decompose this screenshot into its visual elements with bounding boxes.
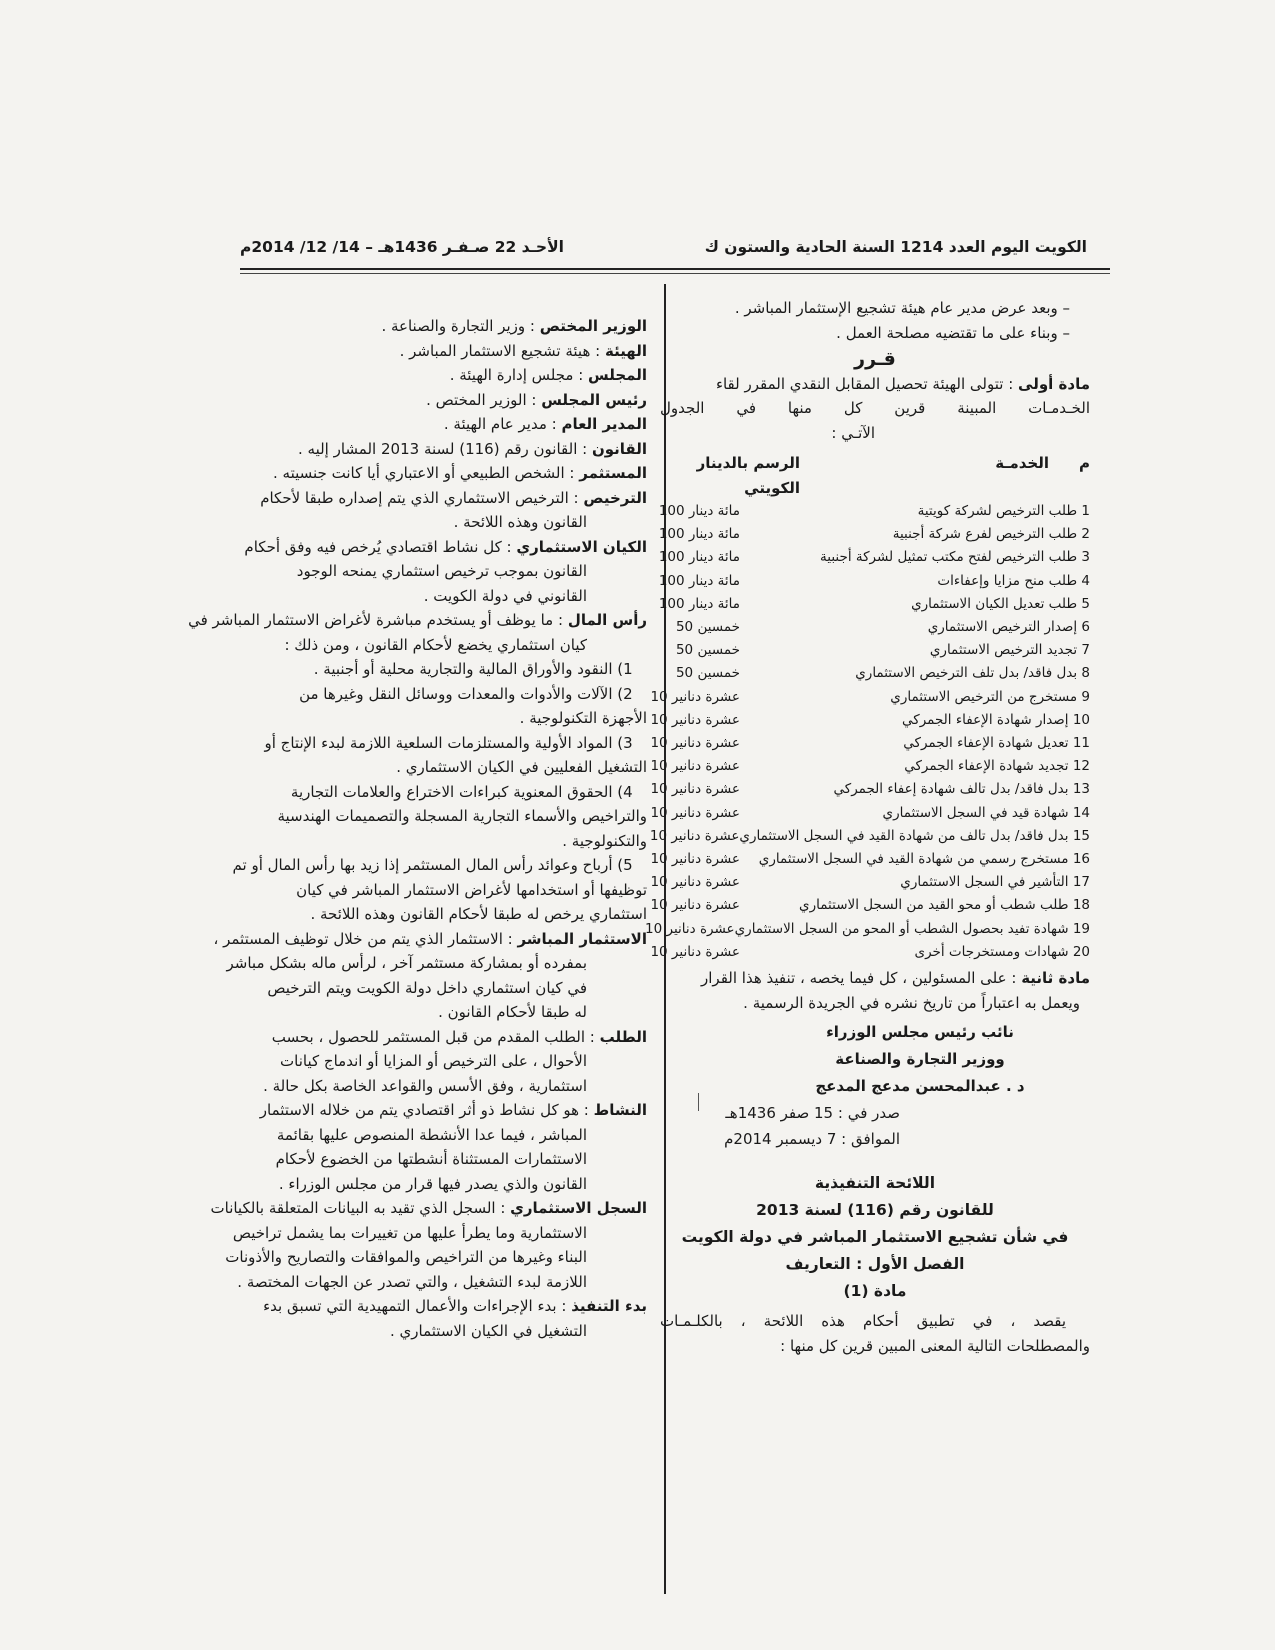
- fee-service: 12 تجديد شهادة الإعفاء الجمركي: [904, 758, 1090, 775]
- fees-header-num: م: [1079, 454, 1090, 472]
- article-1-label: مادة أولى: [1018, 374, 1090, 393]
- definition-line: [247, 363, 647, 388]
- definition-continuation: القانون والذي يصدر فيها قرار من مجلس الوزراء .: [278, 1174, 587, 1193]
- definition-continuation: له طبقا لأحكام القانون .: [438, 1003, 587, 1021]
- definition-term: رأس المال: [567, 611, 647, 629]
- fee-service: 4 طلب منح مزايا وإعفاءات: [937, 572, 1090, 589]
- regulation-title-block: [660, 1170, 1090, 1305]
- definition-continuation: في كيان استثماري داخل دولة الكويت ويتم الترخيص: [267, 978, 587, 997]
- article-text: يقصد ، في تطبيق أحكام هذه اللائحة ، بالكلـمـات: [660, 1312, 1066, 1331]
- chapter-title: الفصل الأول : التعاريف: [785, 1255, 965, 1274]
- fee-service: 10 إصدار شهادة الإعفاء الجمركي: [902, 711, 1090, 728]
- definition-term: السجل الاستثماري: [510, 1199, 647, 1217]
- fees-table-header: [660, 451, 1090, 500]
- definition-line: [247, 388, 647, 413]
- definition-text: : هو كل نشاط ذو أثر اقتصادي يتم من خلاله الاستثمار: [259, 1101, 594, 1119]
- definition-line: [247, 412, 647, 437]
- definition-text: : مدير عام الهيئة .: [443, 415, 562, 433]
- decree-title: قـرر: [854, 348, 896, 370]
- definition-term: بدء التنفيذ: [571, 1297, 647, 1315]
- definition-continuation: المباشر ، فيما عدا الأنشطة المنصوص عليها بقائمة: [276, 1125, 587, 1144]
- capital-item-continuation: التشغيل الفعليين في الكيان الاستثماري .: [396, 758, 647, 776]
- fee-amount: مائة دينار 100: [658, 503, 740, 519]
- definition-text: : الترخيص الاستثماري الذي يتم إصداره طبقا لأحكام: [260, 488, 584, 507]
- page-header-left: الأحـد 22 صـفـر 1436هـ – 14/ 12/ 2014م: [240, 238, 564, 256]
- fee-row: [650, 732, 1090, 755]
- article-text: والمصطلحات التالية المعنى المبين قرين كل منها :: [780, 1336, 1090, 1355]
- fee-service: 13 بدل فاقد/ بدل تالف شهادة إعفاء الجمركي: [833, 781, 1090, 798]
- fee-amount: عشرة دنانير 10: [650, 851, 740, 868]
- fee-amount: عشرة دنانير 10: [650, 688, 740, 705]
- definition-term: المجلس: [588, 366, 647, 384]
- definition-text: : الشخص الطبيعي أو الاعتباري أيا كانت جنسيته .: [273, 464, 580, 482]
- definition-text: : هيئة تشجيع الاستثمار المباشر .: [399, 341, 605, 360]
- fee-row: [660, 662, 1090, 685]
- definitions-list: [188, 314, 647, 657]
- article-1-line: الآتـي :: [831, 423, 875, 442]
- fee-row: [660, 546, 1090, 569]
- intro-line: – وبناء على ما تقتضيه مصلحة العمل .: [836, 323, 1070, 342]
- definition-term: القانون: [591, 439, 647, 458]
- fee-amount: خمسين 50: [675, 619, 740, 636]
- fee-amount: خمسين 50: [675, 642, 740, 659]
- definition-line: [213, 927, 647, 952]
- fee-row: [650, 848, 1090, 871]
- fee-service: 19 شهادة تفيد بحصول الشطب أو المحو من السجل الاستثماري: [734, 920, 1090, 937]
- fee-amount: عشرة دنانير 10: [650, 711, 740, 728]
- fee-row: [650, 709, 1090, 732]
- fee-row: [645, 918, 1090, 941]
- definition-line: [247, 1025, 647, 1050]
- intro-line: – وبعد عرض مدير عام هيئة تشجيع الإستثمار المباشر .: [734, 299, 1070, 317]
- fee-amount: عشرة دنانير 10: [650, 735, 740, 752]
- article-2-line: [660, 966, 1090, 991]
- article-2-line: ويعمل به اعتباراً من تاريخ نشره في الجريدة الرسمية .: [743, 993, 1080, 1012]
- definition-continuation: الأحوال ، على الترخيص أو المزايا أو اندماج كيانات: [280, 1052, 587, 1070]
- fee-amount: مائة دينار 100: [658, 595, 740, 612]
- definition-term: المستثمر: [579, 464, 647, 482]
- issued-date: الموافق : 7 ديسمبر 2014م: [724, 1130, 900, 1149]
- fee-service: 8 بدل فاقد/ بدل تلف الترخيص الاستثماري: [855, 665, 1090, 682]
- fee-row: [650, 802, 1090, 825]
- fee-row: [660, 500, 1090, 523]
- fee-amount: خمسين 50: [675, 665, 740, 682]
- fee-row: [660, 639, 1090, 662]
- capital-item-continuation: والتراخيص والأسماء التجارية المسجلة والتصميمات الهندسية: [277, 807, 647, 825]
- fee-service: 17 التأشير في السجل الاستثماري: [900, 874, 1090, 891]
- fee-service: 9 مستخرج من الترخيص الاستثماري: [890, 688, 1090, 705]
- fee-row: [650, 778, 1090, 801]
- definition-text: : بدء الإجراءات والأعمال التمهيدية التي تسبق بدء: [263, 1297, 572, 1315]
- definition-continuation: القانوني في دولة الكويت .: [423, 586, 587, 605]
- fee-row: [660, 593, 1090, 616]
- definition-term: المدير العام: [561, 415, 647, 433]
- definition-line: [247, 314, 647, 339]
- fees-header-fee: الرسم بالدينار الكويتي: [696, 454, 800, 497]
- fee-amount: عشرة دنانير 10: [650, 874, 740, 891]
- definition-continuation: الاستثمارات المستثناة أنشطتها من الخضوع لأحكام: [275, 1150, 587, 1168]
- fee-amount: عشرة دنانير 10: [650, 781, 740, 798]
- regulation-title: للقانون رقم (116) لسنة 2013: [756, 1201, 994, 1220]
- fee-row: [649, 825, 1090, 848]
- definition-line: [247, 486, 647, 511]
- capital-item-continuation: توظيفها أو استخدامها لأغراض الاستثمار المباشر في كيان: [296, 880, 647, 899]
- fee-row: [650, 894, 1090, 917]
- capital-item-continuation: والتكنولوجية .: [562, 831, 647, 850]
- definition-continuation: كيان استثماري يخضع لأحكام القانون ، ومن ذلك :: [284, 635, 587, 654]
- fee-row: [650, 941, 1090, 964]
- fees-header-service: الخدمـة: [995, 454, 1049, 472]
- definition-term: الترخيص: [583, 488, 647, 507]
- fee-amount: مائة دينار 100: [658, 572, 740, 589]
- definition-continuation: استثمارية ، وفق الأسس والقواعد الخاصة بكل حالة .: [263, 1076, 587, 1095]
- right-column: [645, 296, 1090, 1358]
- definition-continuation: بمفرده أو بمشاركة مستثمر آخر ، لرأس ماله بشكل مباشر: [226, 954, 587, 972]
- article-number: مادة (1): [843, 1282, 907, 1301]
- fee-service: 11 تعديل شهادة الإعفاء الجمركي: [903, 735, 1090, 752]
- fee-amount: مائة دينار 100: [658, 549, 740, 566]
- fee-service: 2 طلب الترخيص لفرع شركة أجنبية: [892, 526, 1090, 543]
- definition-line: [247, 437, 647, 462]
- article-2-label: مادة ثانية: [1021, 969, 1090, 988]
- capital-item: 3) المواد الأولية والمستلزمات السلعية اللازمة لبدء الإنتاج أو: [264, 733, 647, 752]
- capital-item: 1) النقود والأوراق المالية والتجارية محلية أو أجنبية .: [313, 660, 647, 678]
- header-rule: [240, 268, 1110, 270]
- fee-amount: عشرة دنانير 10: [649, 827, 740, 844]
- definition-term: الوزير المختص: [539, 317, 647, 335]
- header-rule-thin: [240, 273, 1110, 274]
- fee-row: [660, 570, 1090, 593]
- definition-term: الطلب: [599, 1027, 647, 1046]
- definition-text: : مجلس إدارة الهيئة .: [449, 366, 589, 384]
- capital-item: 5) أرباح وعوائد رأس المال المستثمر إذا زيد بها رأس المال أو تم: [232, 856, 647, 874]
- definition-line: [188, 608, 647, 633]
- signature-line: نائب رئيس مجلس الوزراء: [826, 1023, 1014, 1042]
- fee-service: 1 طلب الترخيص لشركة كويتية: [917, 503, 1090, 519]
- fee-service: 14 شهادة قيد في السجل الاستثماري: [882, 804, 1090, 821]
- definition-text: : وزير التجارة والصناعة .: [381, 317, 540, 335]
- fee-service: 20 شهادات ومستخرجات أخرى: [914, 943, 1090, 960]
- definition-text: : السجل الذي تقيد به البيانات المتعلقة بالكيانات: [210, 1199, 511, 1217]
- definition-line: [210, 1196, 647, 1221]
- fee-service: 6 إصدار الترخيص الاستثماري: [927, 619, 1090, 636]
- signature-block: [660, 1019, 1090, 1100]
- capital-items-list: [232, 657, 647, 927]
- issued-date: صدر في : 15 صفر 1436هـ: [725, 1104, 900, 1123]
- fee-amount: عشرة دنانير 10: [650, 943, 740, 960]
- fee-amount: عشرة دنانير 10: [650, 758, 740, 775]
- definition-term: الاستثمار المباشر: [517, 929, 647, 948]
- definition-text: : الوزير المختص .: [426, 390, 542, 409]
- regulation-title: اللائحة التنفيذية: [814, 1174, 936, 1193]
- fee-row: [660, 616, 1090, 639]
- definition-continuation: البناء وغيرها من التراخيص والموافقات والتصاريح والأذونات: [225, 1248, 587, 1266]
- fee-service: 5 طلب تعديل الكيان الاستثماري: [911, 595, 1090, 612]
- definition-text: : الطلب المقدم من قبل المستثمر للحصول ، بحسب: [271, 1027, 600, 1046]
- definition-text: : الاستثمار الذي يتم من خلال توظيف المستثمر ،: [213, 929, 518, 948]
- definitions-list: [210, 927, 647, 1344]
- capital-item: 2) الآلات والأدوات والمعدات ووسائل النقل وغيرها من: [299, 684, 647, 703]
- definition-continuation: الاستثمارية وما يطرأ عليها من تغييرات بما يشمل تراخيص: [232, 1223, 587, 1242]
- definition-line: [244, 535, 647, 560]
- capital-item-continuation: استثماري يرخص له طبقا لأحكام القانون وهذه اللائحة .: [310, 905, 647, 923]
- definition-continuation: القانون بموجب ترخيص استثماري يمنحه الوجود: [296, 562, 587, 580]
- capital-item-continuation: الأجهزة التكنولوجية .: [519, 709, 647, 727]
- fee-row: [650, 686, 1090, 709]
- signature-line: ووزير التجارة والصناعة: [835, 1050, 1005, 1069]
- fee-amount: عشرة دنانير 10: [650, 804, 740, 821]
- fee-service: 18 طلب شطب أو محو القيد من السجل الاستثماري: [799, 897, 1090, 914]
- fee-amount: مائة دينار 100: [658, 526, 740, 543]
- definition-line: [247, 339, 647, 364]
- fee-row: [650, 871, 1090, 894]
- definition-text: : ما يوظف أو يستخدم مباشرة لأغراض الاستثمار المباشر في: [188, 611, 568, 629]
- definition-line: [247, 1098, 647, 1123]
- left-column: [188, 314, 647, 1343]
- article-1-text: : تتولى الهيئة تحصيل المقابل النقدي المقرر لقاء: [715, 374, 1019, 393]
- definition-text: : القانون رقم (116) لسنة 2013 المشار إليه .: [298, 439, 592, 458]
- definition-line: [247, 1294, 647, 1319]
- regulation-title: في شأن تشجيع الاستثمار المباشر في دولة الكويت: [681, 1228, 1069, 1247]
- fee-amount: عشرة دنانير 10: [650, 897, 740, 914]
- definition-continuation: التشغيل في الكيان الاستثماري .: [390, 1321, 587, 1340]
- fees-table: [645, 451, 1090, 964]
- article-2-text: : على المسئولين ، كل فيما يخصه ، تنفيذ هذا القرار: [701, 969, 1022, 988]
- fee-service: 7 تجديد الترخيص الاستثماري: [929, 642, 1090, 659]
- fees-table-body: [645, 500, 1090, 964]
- fee-service: 15 بدل فاقد/ بدل تالف من شهادة القيد في السجل الاستثماري: [739, 827, 1090, 844]
- capital-item: 4) الحقوق المعنوية كبراءات الاختراع والعلامات التجارية: [290, 782, 647, 801]
- definition-term: النشاط: [593, 1101, 647, 1119]
- signature-name: د . عبدالمحسن مدعج المدعج: [815, 1077, 1025, 1096]
- page-header-right: الكويت اليوم العدد 1214 السنة الحادية والستون ك: [704, 238, 1087, 256]
- fee-service: 3 طلب الترخيص لفتح مكتب تمثيل لشركة أجنبية: [820, 549, 1090, 566]
- article-1-line: الخـدمـات المبينة قرين كل منها في الجدول: [660, 399, 1090, 417]
- definition-term: الكيان الاستثماري: [516, 537, 647, 556]
- fee-row: [660, 523, 1090, 546]
- definition-text: : كل نشاط اقتصادي يُرخص فيه وفق أحكام: [244, 537, 517, 556]
- definition-term: الهيئة: [604, 341, 647, 360]
- fee-service: 16 مستخرج رسمي من شهادة القيد في السجل الاستثماري: [758, 851, 1090, 868]
- fee-row: [650, 755, 1090, 778]
- article-1-line: [660, 372, 1090, 397]
- definition-line: [247, 461, 647, 486]
- definition-term: رئيس المجلس: [541, 390, 647, 409]
- definition-continuation: اللازمة لبدء التشغيل ، والتي تصدر عن الجهات المختصة .: [237, 1272, 587, 1291]
- definition-continuation: القانون وهذه اللائحة .: [453, 513, 587, 531]
- fee-amount: عشرة دنانير 10: [645, 920, 735, 937]
